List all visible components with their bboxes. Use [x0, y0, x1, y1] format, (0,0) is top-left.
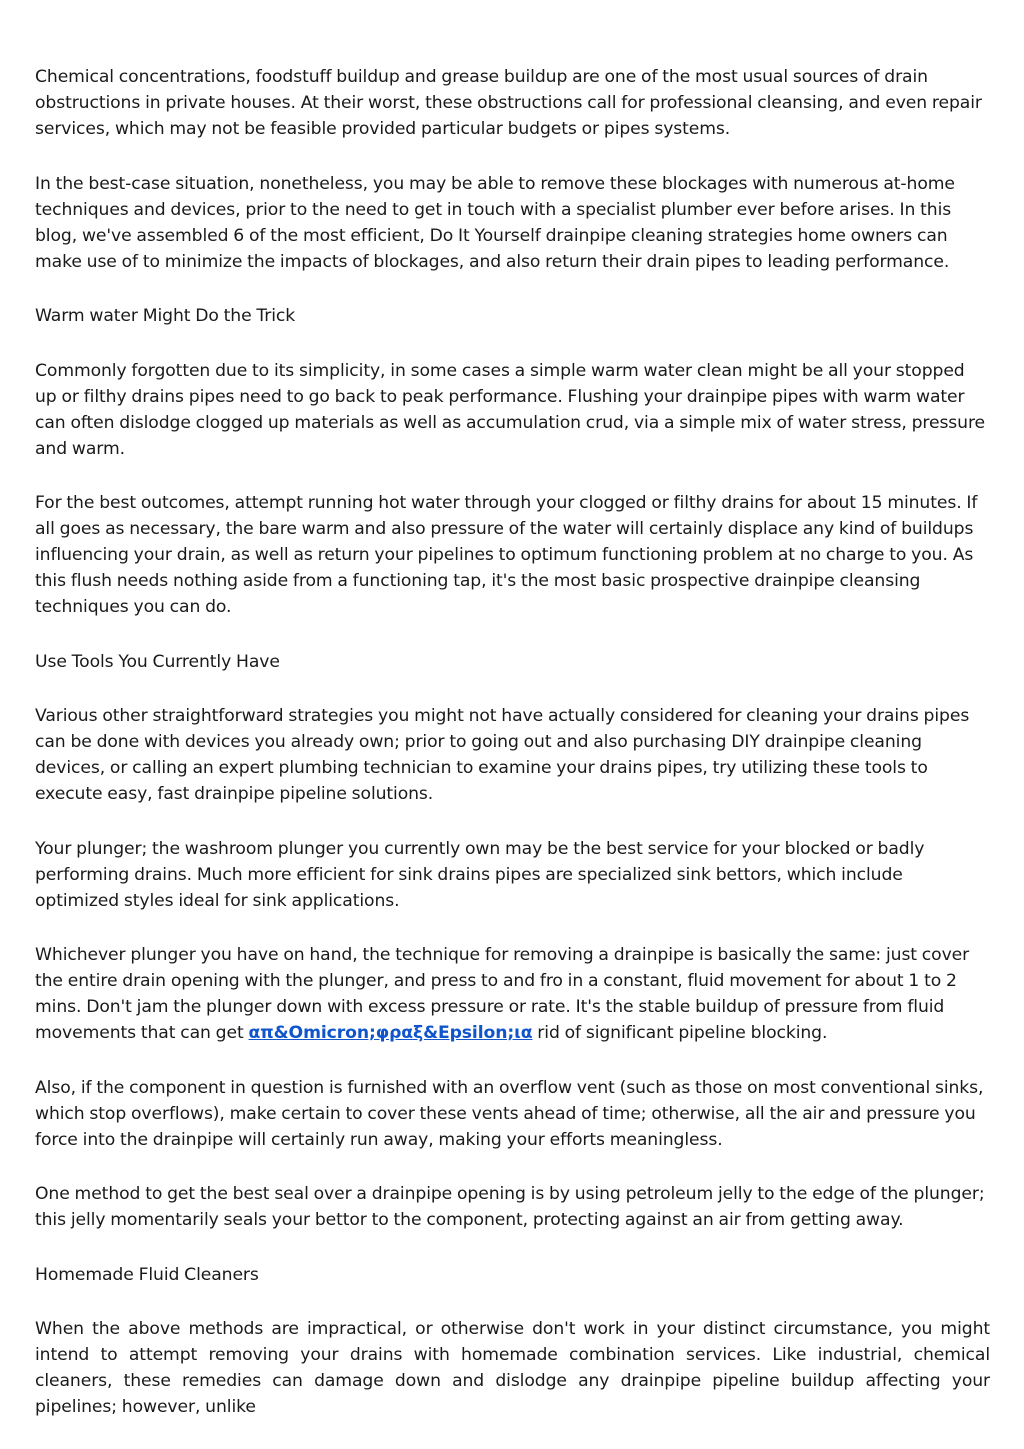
paragraph-best-outcomes: For the best outcomes, attempt running hot water through your clogged or filthy drains for about 15 minutes. If all goes as necessary, the bare warm and also pressure of the water will certainly displace any kind of buildups influencing your drain, as well as return your pipelines to optimum functioning problem at no charge to you. As this flush needs nothing aside from a functioning tap, it's the most basic prospective drainpipe cleansing techniques you can do.: [35, 493, 978, 617]
paragraph-plunger: Your plunger; the washroom plunger you currently own may be the best service for your blocked or badly performing drains. Much more efficient for sink drains pipes are specialized sink bettors, which include optimized styles ideal for sink applications.: [35, 838, 925, 911]
paragraph-best-case: In the best-case situation, nonetheless, you may be able to remove these blockages with numerous at-home techniques and devices, prior to the need to get in touch with a specialist plumber ever before arises. In this blog, we've assembled 6 of the most efficient, Do It Yourself drainpipe cleaning strategies home owners can make use of to minimize the impacts of blockages, and also return their drain pipes to leading performance.: [35, 173, 955, 272]
section-heading-warm-water: Warm water Might Do the Trick: [35, 306, 296, 326]
paragraph-tools: Various other straightforward strategies you might not have actually considered for cleaning your drains pipes can be done with devices you already own; prior to going out and also purchasing DIY drainpipe cleaning devices, or calling an expert plumbing technician to examine your drains pipes, try utilizing these tools to execute easy, fast drainpipe pipeline solutions.: [35, 706, 970, 804]
paragraph-overflow-vent: Also, if the component in question is furnished with an overflow vent (such as those on most conventional sinks, which stop overflows), make certain to cover these vents ahead of time; otherwise, all the air and pressure you force into the drainpipe will certainly run away, making your efforts meaningless.: [35, 1077, 984, 1150]
paragraph-homemade-cleaners: When the above methods are impractical, or otherwise don't work in your distinct circumstance, you might intend to attempt removing your drains with homemade combination services. Like industrial, chemical cleaners, these remedies can damage down and dislodge any drainpipe pipeline buildup affecting your pipelines; however, unlike: [35, 1319, 990, 1417]
technique-text-after: rid of significant pipeline blocking.: [532, 1023, 828, 1043]
paragraph-technique: [35, 942, 990, 1046]
section-heading-homemade-cleaners: Homemade Fluid Cleaners: [35, 1264, 259, 1285]
technique-text-before: Whichever plunger you have on hand, the technique for removing a drainpipe is basically the same: just cover the entire drain opening with the plunger, and press to and fro in a constant, fluid movement for about 1 to 2 mins. Don't jam the plunger down with excess pressure or rate. It's the stable buildup of pressure from fluid movements that can get: [35, 945, 970, 1043]
paragraph-seal: One method to get the best seal over a drainpipe opening is by using petroleum jelly to the edge of the plunger; this jelly momentarily seals your bettor to the component, protecting against an air from getting away.: [35, 1184, 985, 1230]
section-heading-tools: Use Tools You Currently Have: [35, 651, 280, 672]
paragraph-warm-water: Commonly forgotten due to its simplicity, in some cases a simple warm water clean might be all your stopped up or filthy drains pipes need to go back to peak performance. Flushing your drainpipe pipes with warm water can often dislodge clogged up materials as well as accumulation crud, via a simple mix of water stress, pressure and warm.: [35, 360, 986, 459]
paragraph-intro: Chemical concentrations, foodstuff buildup and grease buildup are one of the most usual sources of drain obstructions in private houses. At their worst, these obstructions call for professional cleansing, and even repair services, which may not be feasible provided particular budgets or pipes systems.: [35, 67, 982, 139]
inline-link[interactable]: απ&Omicron;φραξ&Epsilon;ια: [248, 1023, 533, 1043]
